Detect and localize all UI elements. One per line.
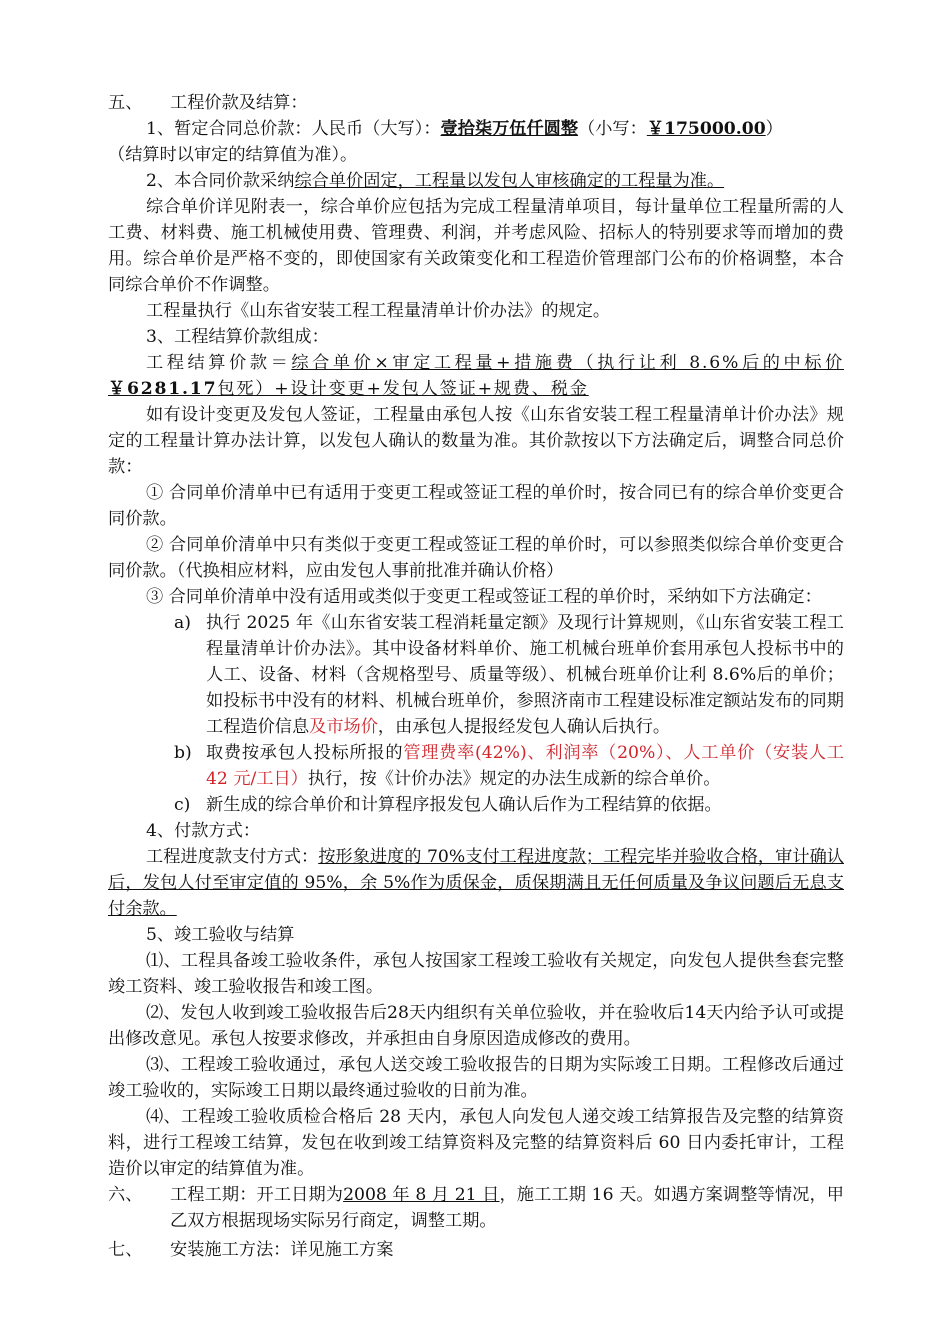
formula-bid-amount: ￥6281.17 xyxy=(108,379,218,399)
sub-item-a-text xyxy=(206,610,844,740)
quantity-rule-paragraph: 工程量执行《山东省安装工程工程量清单计价办法》的规定。 xyxy=(146,301,611,321)
rule-3: ③ 合同单价清单中没有适用或类似于变更工程或签证工程的单价时，采纳如下方法确定： xyxy=(146,587,822,607)
sub-item-c-marker: c) xyxy=(174,795,191,815)
sub-item-b xyxy=(108,740,844,792)
payment-pre: 工程进度款支付方式： xyxy=(146,847,319,867)
sub-item-b-text-1: 取费按承包人投标所报的 xyxy=(206,743,404,763)
rule-2: ② 合同单价清单中只有类似于变更工程或签证工程的单价时，可以参照类似综合单价变更合同价款。（代换相应材料，应由发包人事前批准并确认价格） xyxy=(108,535,844,581)
section-5-number: 五、 xyxy=(108,93,143,113)
section-6-pre: 工程工期：开工日期为 xyxy=(170,1185,344,1205)
market-price-highlight: 及市场价 xyxy=(309,717,378,737)
sub-item-a-marker: a) xyxy=(174,613,191,633)
item-3-title: 3、工程结算价款组成： xyxy=(146,327,329,347)
amount-in-figures: ￥175000.00 xyxy=(646,119,766,139)
sub-item-c xyxy=(108,792,844,818)
start-date: 2008 年 8 月 21 日 xyxy=(343,1185,500,1205)
section-7-number: 七、 xyxy=(108,1240,143,1260)
sub-item-b-text-2: 执行，按《计价办法》规定的办法生成新的综合单价。 xyxy=(307,769,721,789)
unit-price-paragraph: 综合单价详见附表一，综合单价应包括为完成工程量清单项目，每计量单位工程量所需的人工费、材料费、施工机械使用费、管理费、利润，并考虑风险、招标人的特别要求等而增加的费用。综合单价是严格不变的，即使国家有关政策变化和工程造价管理部门公布的价格调整，本合同综合单价不作调整。 xyxy=(108,197,844,295)
fee-rates-highlight: 管理费率(42%)、利润率（20%）、人工单价（安装人工 42 元/工日） xyxy=(206,743,844,789)
sub-item-a-text-2: ，由承包人提报经发包人确认后执行。 xyxy=(377,717,671,737)
amount-in-words: 壹拾柒万伍仟圆整 xyxy=(440,119,579,139)
acceptance-2: ⑵、发包人收到竣工验收报告后28天内组织有关单位验收，并在验收后14天内给予认可或提出修改意见。承包人按要求修改，并承担由自身原因造成修改的费用。 xyxy=(108,1003,844,1049)
item-1-provisional-price xyxy=(108,116,844,142)
sub-item-c-text: 新生成的综合单价和计算程序报发包人确认后作为工程结算的依据。 xyxy=(206,795,722,815)
item-4-title: 4、付款方式： xyxy=(146,821,261,841)
item-2-pre: 2、本合同价款采纳 xyxy=(146,171,295,191)
acceptance-4: ⑷、工程竣工验收质检合格后 28 天内，承包人向发包人递交竣工结算报告及完整的结算资料，进行工程竣工结算，发包在收到竣工结算资料及完整的结算资料后 60 日内委托审计，工程造价以审定的结算值为准。 xyxy=(108,1107,844,1179)
item-1-pre: 1、暂定合同总价款：人民币（大写）： xyxy=(146,119,441,139)
settlement-formula xyxy=(108,350,844,402)
sub-item-a-text-1: 执行 2025 年《山东省安装工程消耗量定额》及现行计算规则，《山东省安装工程工程量清单计价办法》。其中设备材料单价、施工机械台班单价套用承包人投标书中的人工、设备、材料（含规格型号、质量等级）、机械台班单价让利 8.6%后的单价；如投标书中没有的材料、机械台班单价，参照济南市工程建设标准定额站发布的同期工程造价信息 xyxy=(206,613,844,737)
payment-terms xyxy=(108,844,844,922)
section-6-text xyxy=(170,1182,844,1234)
item-2-underlined: 综合单价固定，工程量以发包人审核确定的工程量为准。 xyxy=(294,171,725,191)
item-1-note: （结算时以审定的结算值为准）。 xyxy=(108,145,358,165)
acceptance-3: ⑶、工程竣工验收通过，承包人送交竣工验收报告的日期为实际竣工日期。工程修改后通过竣工验收的，实际竣工日期以最终通过验收的日前为准。 xyxy=(108,1055,844,1101)
item-2-pricing-mode xyxy=(108,168,844,194)
rule-1: ① 合同单价清单中已有适用于变更工程或签证工程的单价时，按合同已有的综合单价变更合同价款。 xyxy=(108,483,844,529)
section-5-heading xyxy=(108,90,844,116)
section-7 xyxy=(108,1237,844,1263)
sub-item-a xyxy=(108,610,844,740)
formula-pre: 工程结算价款＝ xyxy=(146,353,292,373)
formula-underlined-1: 综合单价×审定工程量+措施费（执行让利 8.6%后的中标价 xyxy=(291,353,844,373)
sub-item-b-marker: b) xyxy=(174,743,192,763)
contract-page xyxy=(108,90,844,1263)
item-1-mid: （小写： xyxy=(578,119,647,139)
sub-item-b-text xyxy=(206,740,844,792)
item-5-title: 5、竣工验收与结算 xyxy=(146,925,295,945)
item-1-post: ） xyxy=(765,119,783,139)
change-paragraph: 如有设计变更及发包人签证，工程量由承包人按《山东省安装工程工程量清单计价办法》规定的工程量计算办法计算，以发包人确认的数量为准。其价款按以下方法确定后，调整合同总价款： xyxy=(108,405,844,477)
section-6-post: ，施工工期 16 天。如遇方案调整等情况，甲乙双方根据现场实际另行商定，调整工期。 xyxy=(170,1185,844,1231)
section-5-title: 工程价款及结算： xyxy=(170,93,308,113)
payment-underlined: 按形象进度的 70%支付工程进度款；工程完毕并验收合格，审计确认后，发包人付至审定值的 95%，余 5%作为质保金，质保期满且无任何质量及争议问题后无息支付余款。 xyxy=(108,847,844,919)
section-6-number: 六、 xyxy=(108,1185,143,1205)
section-6 xyxy=(108,1182,844,1234)
formula-underlined-2: 包死）+设计变更+发包人签证+规费、税金 xyxy=(217,379,589,399)
acceptance-1: ⑴、工程具备竣工验收条件，承包人按国家工程竣工验收有关规定，向发包人提供叁套完整竣工资料、竣工验收报告和竣工图。 xyxy=(108,951,844,997)
section-7-text: 安装施工方法：详见施工方案 xyxy=(170,1240,394,1260)
